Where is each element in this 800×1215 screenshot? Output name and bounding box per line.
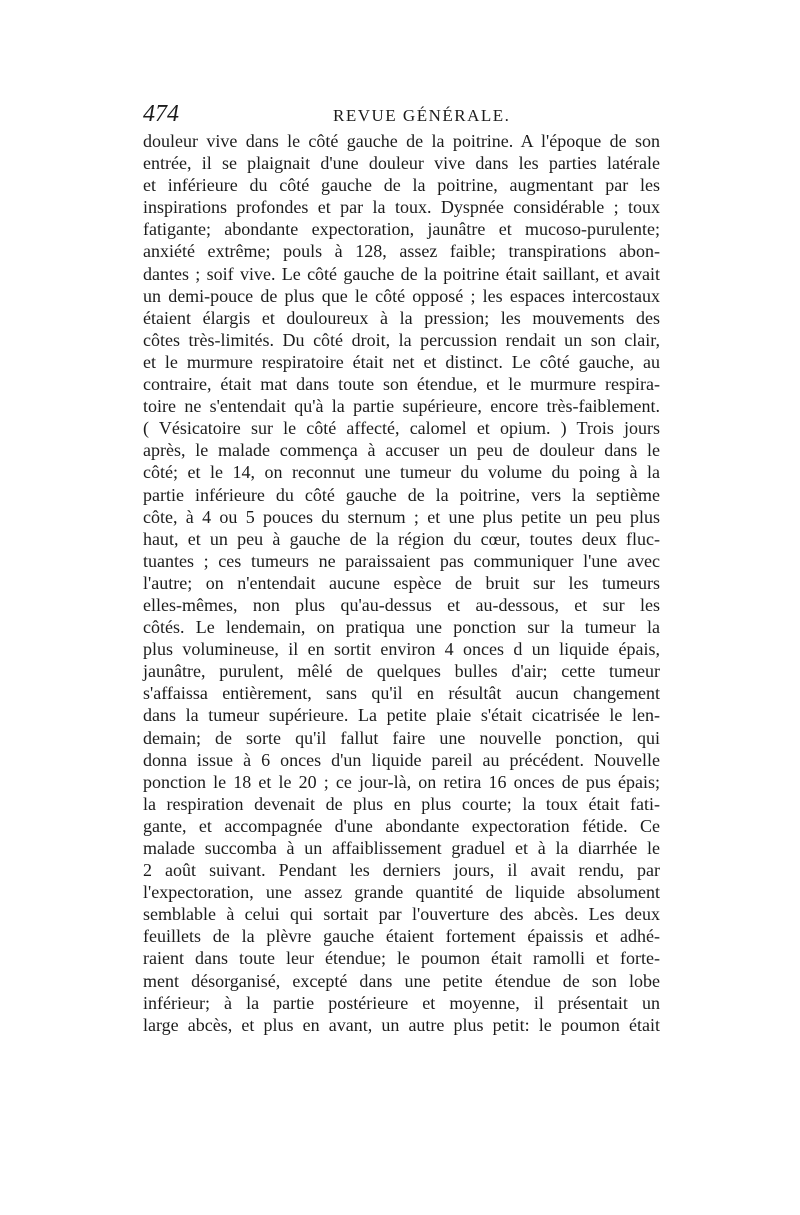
body-text bbox=[143, 130, 660, 1036]
text-line: jaunâtre, purulent, mêlé de quelques bulles d'air; cette tumeur bbox=[143, 661, 660, 682]
journal-title: REVUE GÉNÉRALE. bbox=[333, 106, 511, 125]
text-line: partie inférieure du côté gauche de la poitrine, vers la septième bbox=[143, 484, 660, 505]
text-line: malade succomba à un affaiblissement graduel et à la diarrhée le bbox=[143, 838, 660, 858]
text-line: dans la tumeur supérieure. La petite plaie s'était cicatrisée le len- bbox=[143, 705, 660, 726]
text-line: l'autre; on n'entendait aucune espèce de bruit sur les tumeurs bbox=[143, 572, 660, 593]
text-line: ment désorganisé, excepté dans une petite étendue de son lobe bbox=[143, 970, 660, 991]
text-line: 2 août suivant. Pendant les derniers jours, il avait rendu, par bbox=[143, 860, 660, 881]
text-line: anxiété extrême; pouls à 128, assez faible; transpirations abon- bbox=[143, 241, 660, 262]
text-line: gante, et accompagnée d'une abondante expectoration fétide. Ce bbox=[143, 815, 660, 836]
text-line: douleur vive dans le côté gauche de la poitrine. A l'époque de son bbox=[143, 131, 660, 151]
text-line: côtes très-limités. Du côté droit, la percussion rendait un son clair, bbox=[143, 329, 660, 350]
text-line: ( Vésicatoire sur le côté affecté, calomel et opium. ) Trois jours bbox=[143, 418, 660, 439]
text-line: s'affaissa entièrement, sans qu'il en résultât aucun changement bbox=[143, 683, 660, 704]
text-line: demain; de sorte qu'il fallut faire une nouvelle ponction, qui bbox=[143, 727, 660, 748]
text-line: semblable à celui qui sortait par l'ouverture des abcès. Les deux bbox=[143, 904, 660, 925]
text-line: dantes ; soif vive. Le côté gauche de la poitrine était saillant, et avait bbox=[143, 263, 660, 284]
text-line: donna issue à 6 onces d'un liquide pareil au précédent. Nouvelle bbox=[143, 749, 660, 770]
text-line: tuantes ; ces tumeurs ne paraissaient pas communiquer l'une avec bbox=[143, 550, 660, 571]
text-line: fatigante; abondante expectoration, jaunâtre et mucoso-purulente; bbox=[143, 219, 660, 240]
text-line: entrée, il se plaignait d'une douleur vive dans les parties latérale bbox=[143, 153, 660, 174]
text-line: haut, et un peu à gauche de la région du cœur, toutes deux fluc- bbox=[143, 528, 660, 549]
text-line: inférieur; à la partie postérieure et moyenne, il présentait un bbox=[143, 992, 660, 1013]
running-head bbox=[143, 100, 660, 128]
text-line: côtés. Le lendemain, on pratiqua une ponction sur la tumeur la bbox=[143, 617, 660, 638]
text-line: un demi-pouce de plus que le côté opposé ; les espaces intercostaux bbox=[143, 285, 660, 306]
text-line: feuillets de la plèvre gauche étaient fortement épaissis et adhé- bbox=[143, 926, 660, 947]
text-line: l'expectoration, une assez grande quantité de liquide absolument bbox=[143, 882, 660, 903]
page-number: 474 bbox=[143, 101, 179, 127]
text-line: et le murmure respiratoire était net et distinct. Le côté gauche, au bbox=[143, 351, 660, 372]
text-line: côte, à 4 ou 5 pouces du sternum ; et une plus petite un peu plus bbox=[143, 506, 660, 527]
text-line: raient dans toute leur étendue; le poumon était ramolli et forte- bbox=[143, 948, 660, 969]
text-line: inspirations profondes et par la toux. Dyspnée considérable ; toux bbox=[143, 197, 660, 218]
text-line: après, le malade commença à accuser un peu de douleur dans le bbox=[143, 440, 660, 461]
text-line: plus volumineuse, il en sortit environ 4 onces d un liquide épais, bbox=[143, 639, 660, 660]
text-line: large abcès, et plus en avant, un autre plus petit: le poumon était bbox=[143, 1014, 660, 1035]
text-line: ponction le 18 et le 20 ; ce jour-là, on retira 16 onces de pus épais; bbox=[143, 771, 660, 792]
text-line: contraire, était mat dans toute son étendue, et le murmure respira- bbox=[143, 374, 660, 395]
text-line: côté; et le 14, on reconnut une tumeur du volume du poing à la bbox=[143, 462, 660, 483]
text-line: étaient élargis et douloureux à la pression; les mouvements des bbox=[143, 307, 660, 328]
text-line: elles-mêmes, non plus qu'au-dessus et au-dessous, et sur les bbox=[143, 594, 660, 615]
text-line: et inférieure du côté gauche de la poitrine, augmentant par les bbox=[143, 175, 660, 196]
text-line: toire ne s'entendait qu'à la partie supérieure, encore très-faiblement. bbox=[143, 396, 660, 417]
text-line: la respiration devenait de plus en plus courte; la toux était fati- bbox=[143, 793, 660, 814]
